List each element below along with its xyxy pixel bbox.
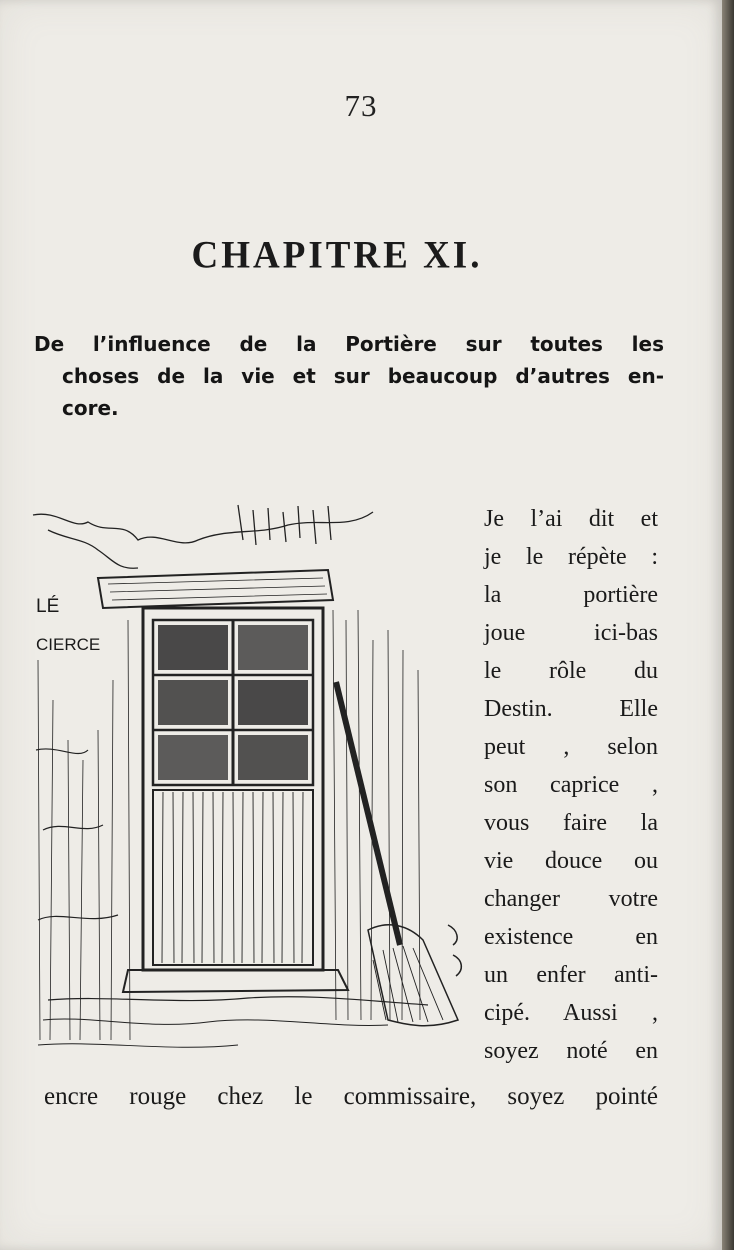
page-edge-shadow <box>722 0 734 1250</box>
body-text-column <box>484 500 658 1070</box>
body-line: Je l’ai dit et <box>484 506 658 532</box>
chapter-title: CHAPITRE XI. <box>191 233 483 278</box>
subtitle-line: core. <box>62 396 119 420</box>
body-line: joue ici-bas <box>484 620 658 646</box>
door-engraving-illustration <box>28 500 480 1075</box>
body-line-full-width: encre rouge chez le commissaire, soyez pointé <box>44 1083 658 1110</box>
body-line: cipé. Aussi , <box>484 1000 658 1026</box>
body-line: je le répète : <box>484 544 658 570</box>
subtitle-line: De l’influence de la Portière sur toutes les <box>34 332 664 356</box>
subtitle-line: choses de la vie et sur beaucoup d’autres en- <box>62 364 664 388</box>
body-line: son caprice , <box>484 772 658 798</box>
body-line: existence en <box>484 924 658 950</box>
body-line: peut , selon <box>484 734 658 760</box>
body-line: vie douce ou <box>484 848 658 874</box>
chapter-subtitle <box>34 328 664 424</box>
body-line: vous faire la <box>484 810 658 836</box>
body-line: changer votre <box>484 886 658 912</box>
body-line: un enfer anti- <box>484 962 658 988</box>
page-number: 73 <box>344 88 378 123</box>
body-line: Destin. Elle <box>484 696 658 722</box>
door-sign-text: LÉ <box>36 596 60 617</box>
door-sign-text: CIERCE <box>36 635 101 654</box>
body-line: soyez noté en <box>484 1038 658 1064</box>
body-line: le rôle du <box>484 658 658 684</box>
body-line: la portière <box>484 582 658 608</box>
